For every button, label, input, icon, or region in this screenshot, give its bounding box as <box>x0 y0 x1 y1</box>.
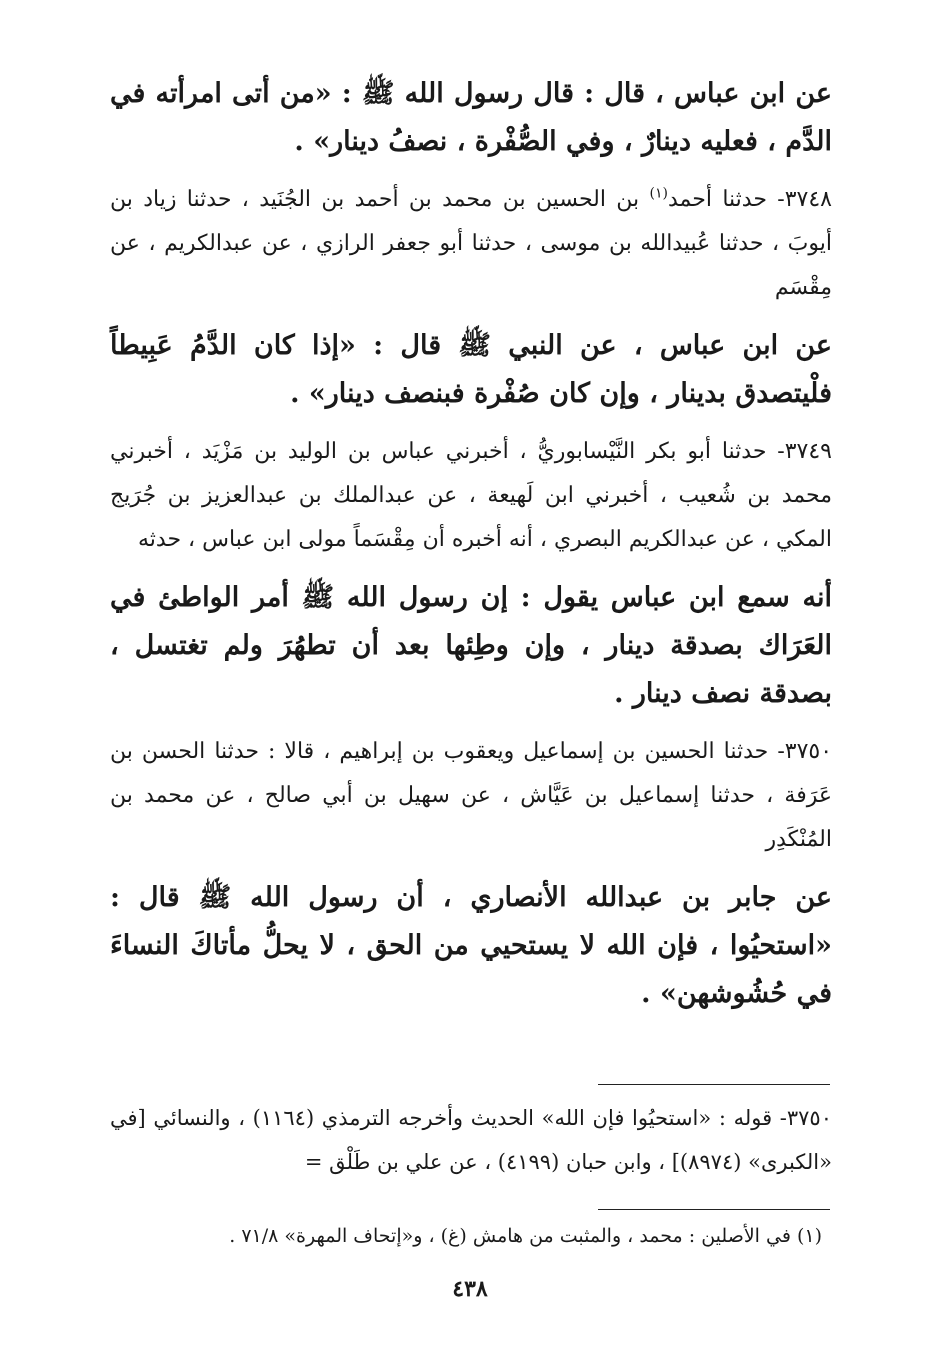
takhrij-number: ٣٧٥٠- <box>779 1106 832 1130</box>
hadith-isnad-3748 <box>110 178 832 310</box>
hadith-number: ٣٧٤٨- <box>777 187 832 212</box>
page-number: ٤٣٨ <box>452 1276 488 1302</box>
takhrij-note <box>110 1096 832 1184</box>
footnote-text: (١) في الأصلين : محمد ، والمثبت من هامش (غ) ، و«إتحاف المهرة» ٧١/٨ . <box>229 1225 822 1247</box>
hadith-isnad-3749 <box>110 430 832 562</box>
matn-text: عن ابن عباس ، قال : قال رسول الله ﷺ : «من أتى امرأته في الدَّم ، فعليه دينارٌ ، وفي الصُّفْرة ، نصفُ دينار» . <box>110 78 832 157</box>
hadith-matn-1 <box>110 70 832 166</box>
matn-text: عن ابن عباس ، عن النبي ﷺ قال : «إذا كان الدَّمُ عَبِيطاً فلْيتصدق بدينار ، وإن كان صُفْرة فبنصف دينار» . <box>110 330 832 409</box>
footnote <box>110 1218 822 1254</box>
isnad-text: حدثنا أبو بكر النَّيْسابوريُّ ، أخبرني عباس بن الوليد بن مَزْيَد ، أخبرني محمد بن شُعيب ، أخبرني ابن لَهيعة ، عن عبدالملك بن عبدالعزيز بن جُرَيج المكي ، عن عبدالكريم البصري ، أنه أخبره أن مِقْسَماً مولى ابن عباس ، حدثه <box>110 439 832 552</box>
footnote-reference[interactable]: (١) <box>649 185 668 202</box>
hadith-matn-3 <box>110 574 832 718</box>
hadith-matn-4 <box>110 874 832 1018</box>
isnad-text-start: حدثنا أحمد <box>668 187 767 212</box>
hadith-number: ٣٧٥٠- <box>777 739 833 764</box>
isnad-text: بن الحسين بن محمد بن أحمد بن الجُنَيد ، حدثنا زياد بن أيوبَ ، حدثنا عُبيدالله بن موسى ، حدثنا أبو جعفر الرازي ، عن عبدالكريم ، عن مِقْسَم <box>110 187 832 300</box>
takhrij-text: قوله : «استحيُوا فإن الله» الحديث وأخرجه الترمذي (١١٦٤) ، والنسائي [في «الكبرى» (٨٩٧٤)] ، وابن حبان (٤١٩٩) ، عن علي بن طَلْق = <box>110 1106 832 1174</box>
matn-text: أنه سمع ابن عباس يقول : إن رسول الله ﷺ أمر الواطئ في العَرَاك بصدقة دينار ، وإن وطِئها بعد أن تطهُرَ ولم تغتسل ، بصدقة نصف دينار . <box>110 582 832 709</box>
main-text <box>110 70 832 1030</box>
hadith-number: ٣٧٤٩- <box>777 439 832 464</box>
isnad-text: حدثنا الحسين بن إسماعيل ويعقوب بن إبراهيم ، قالا : حدثنا الحسن بن عَرَفة ، حدثنا إسماعيل بن عَيَّاش ، عن سهيل بن أبي صالح ، عن محمد بن المُنْكَدِر <box>110 739 832 852</box>
takhrij-divider <box>598 1084 830 1085</box>
footnote-divider <box>598 1209 830 1210</box>
matn-text: عن جابر بن عبدالله الأنصاري ، أن رسول الله ﷺ قال : «استحيُوا ، فإن الله لا يستحيي من الحق ، لا يحلُّ مأتاكَ النساءَ في حُشُوشهن» . <box>110 882 832 1009</box>
hadith-matn-2 <box>110 322 832 418</box>
hadith-isnad-3750 <box>110 730 832 862</box>
